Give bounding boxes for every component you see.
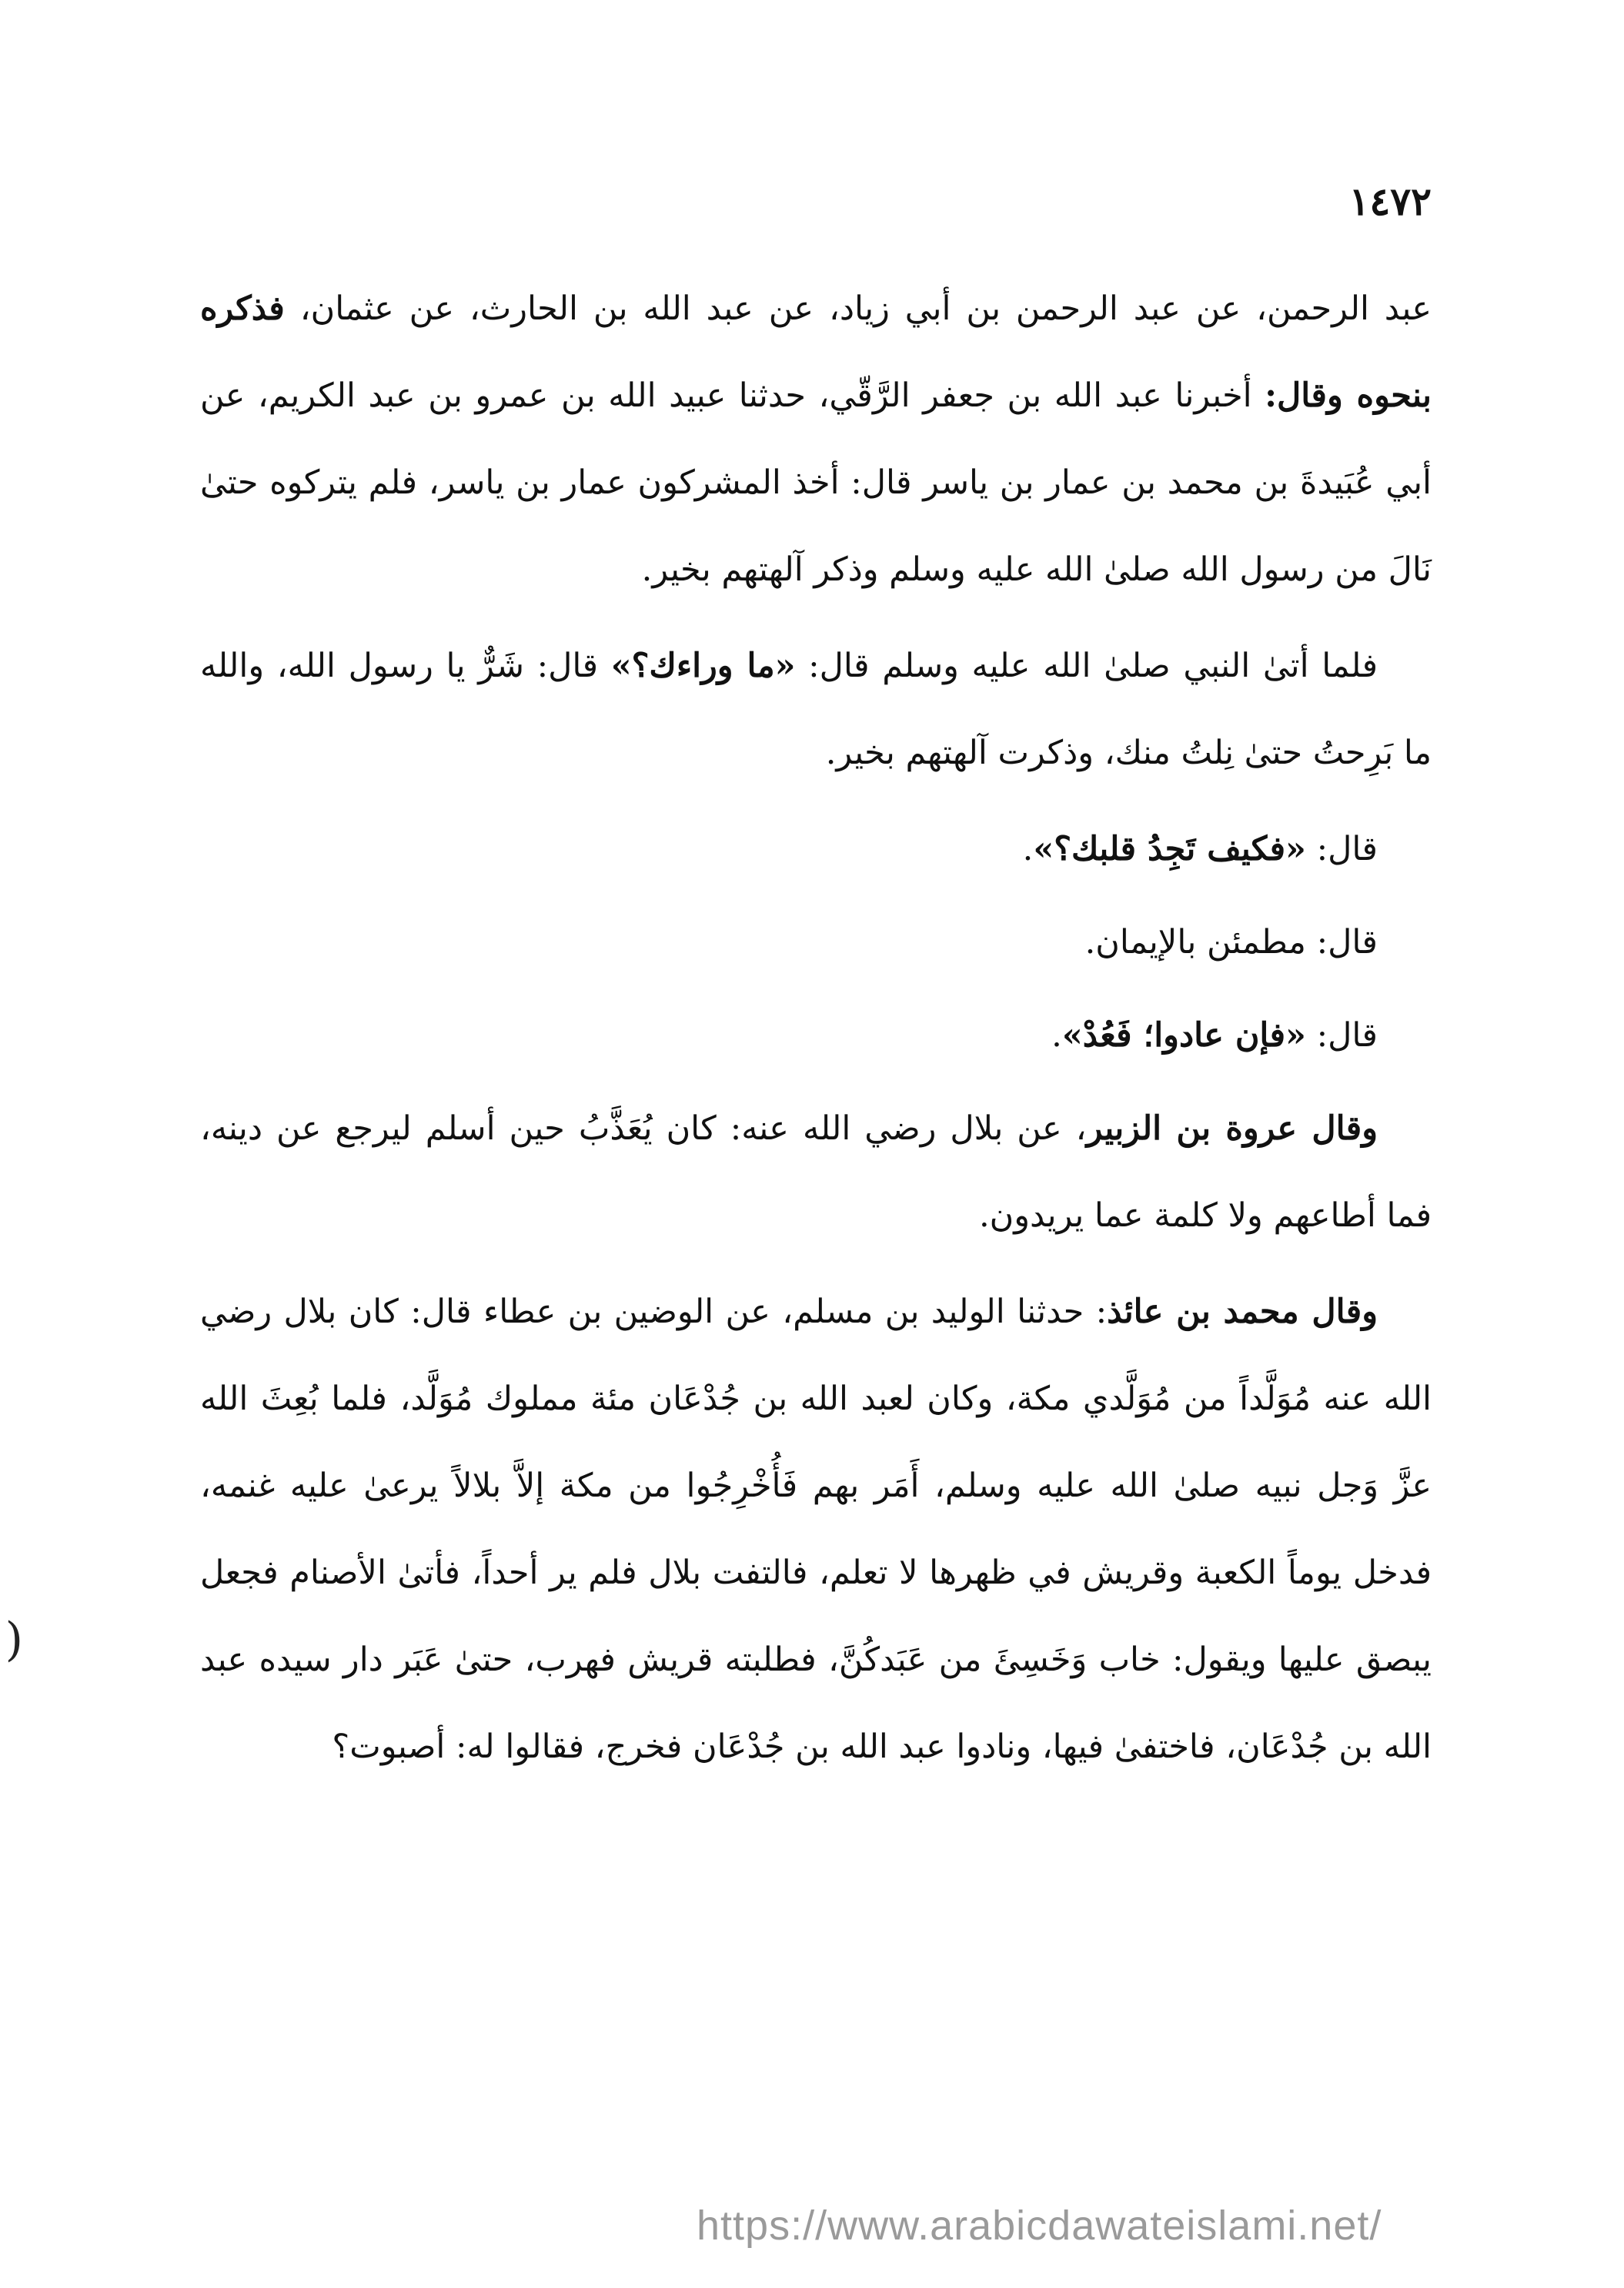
paragraph-4-text: قال: مطمئن بالإيمان.: [1084, 923, 1378, 962]
paragraph-3-text-b: .: [1022, 830, 1034, 868]
paragraph-6-text: ، عن بلال رضي الله عنه: كان يُعَذَّبُ حين أسلم ليرجع عن دينه، فما أطاعهم ولا كلمة عما يريدون.: [200, 1109, 1432, 1235]
paragraph-5-bold: «فإن عادوا؛ فَعُدْ»: [1061, 1016, 1306, 1055]
paragraph-5-text-b: .: [1051, 1016, 1062, 1055]
margin-bracket-mark: (: [5, 1613, 23, 1667]
paragraph-6-bold: وقال عروة بن الزبير: [1086, 1109, 1378, 1148]
paragraph-4: [200, 899, 1432, 986]
source-watermark: https://www.arabicdawateislami.net/: [697, 2203, 1382, 2249]
paragraph-1: [200, 266, 1432, 614]
paragraph-1-text-b: أخبرنا عبد الله بن جعفر الرَّقّي، حدثنا عبيد الله بن عمرو بن عبد الكريم، عن أبي عُبَيدةَ بن محمد بن عمار بن ياسر قال: أخذ المشركون عمار بن ياسر، فلم يتركوه حتىٰ نَالَ من رسول الله صلىٰ الله عليه وسلم وذكر آلهتهم بخير.: [200, 376, 1432, 589]
paragraph-2-text-a: فلما أتىٰ النبي صلىٰ الله عليه وسلم قال:: [795, 647, 1378, 685]
paragraph-7: [200, 1269, 1432, 1791]
paragraph-5-text-a: قال:: [1305, 1016, 1378, 1055]
paragraph-3-text-a: قال:: [1305, 830, 1378, 868]
page-number: ١٤٧٢: [1348, 179, 1432, 224]
paragraph-7-bold: وقال محمد بن عائذ: [1107, 1293, 1378, 1331]
paragraph-6: [200, 1085, 1432, 1259]
paragraph-2-bold: «ما وراءك؟»: [610, 647, 796, 685]
paragraph-3: [200, 806, 1432, 893]
paragraph-2: [200, 623, 1432, 797]
paragraph-1-text-a: عبد الرحمن، عن عبد الرحمن بن أبي زياد، عن عبد الله بن الحارث، عن عثمان،: [284, 289, 1432, 328]
paragraph-7-text: : حدثنا الوليد بن مسلم، عن الوضين بن عطاء قال: كان بلال رضي الله عنه مُوَلَّداً من مُوَلَّدي مكة، وكان لعبد الله بن جُدْعَان مئة مملوك مُوَلَّد، فلما بُعِثَ الله عزَّ وَجل نبيه صلىٰ الله عليه وسلم، أَمَر بهم فَأُخْرِجُوا من مكة إلاَّ بلالاً يرعىٰ عليه غنمه، فدخل يوماً الكعبة وقريش في ظهرها لا تعلم، فالتفت بلال فلم ير أحداً، فأتىٰ الأصنام فجعل يبصق عليها ويقول: خاب وَخَسِئَ من عَبَدكُنَّ، فطلبته قريش فهرب، حتىٰ عَبَر دار سيده عبد الله بن جُدْعَان، فاختفىٰ فيها، ونادوا عبد الله بن جُدْعَان فخرج، فقالوا له: أصبوت؟: [200, 1293, 1432, 1766]
page-body: [200, 266, 1432, 1800]
paragraph-3-bold: «فكيف تَجِدُ قلبك؟»: [1033, 830, 1306, 868]
paragraph-2-text-b: قال: شَرٌّ يا رسول الله، والله ما بَرِحتُ حتىٰ نِلتُ منك، وذكرت آلهتهم بخير.: [200, 647, 1432, 772]
paragraph-5: [200, 992, 1432, 1079]
paragraph-1-bold: فذكره بنحوه وقال:: [200, 289, 1432, 415]
